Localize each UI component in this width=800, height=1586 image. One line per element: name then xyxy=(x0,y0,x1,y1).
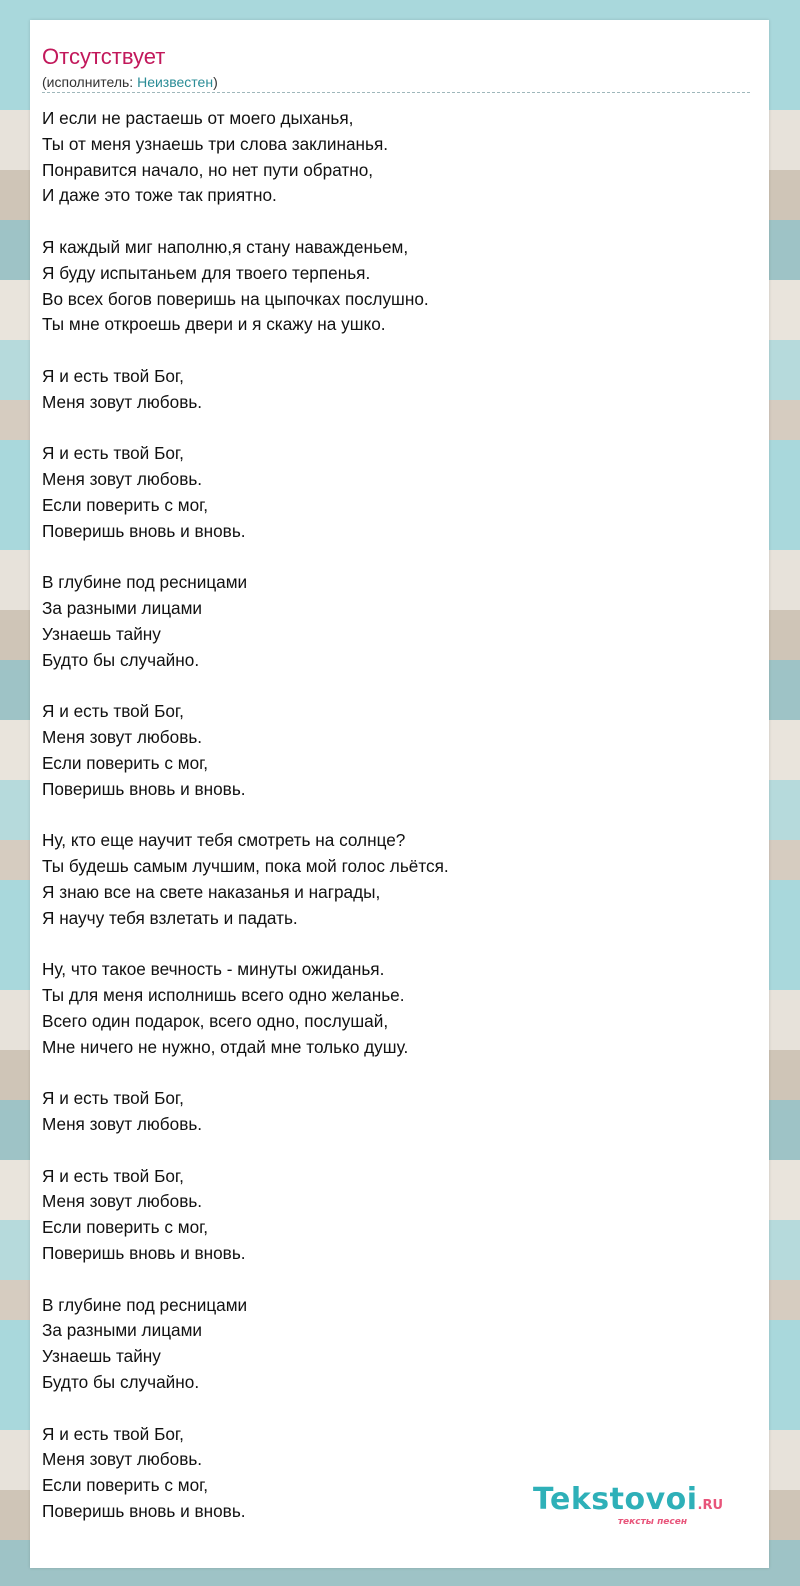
lyrics-line: Если поверить с мог, xyxy=(42,1217,209,1238)
lyrics-stanza xyxy=(42,957,742,1060)
lyrics-line: Ты мне откроешь двери и я скажу на ушко. xyxy=(42,314,386,335)
lyrics-line: Меня зовут любовь. xyxy=(42,1191,203,1212)
lyrics-stanza xyxy=(42,1086,742,1138)
lyrics-line: Если поверить с мог, xyxy=(42,752,209,773)
lyrics-line: Узнаешь тайну xyxy=(42,623,161,644)
lyrics-line: Меня зовут любовь. xyxy=(42,391,203,412)
song-title: Отсутствует xyxy=(42,44,166,69)
lyrics-line: Меня зовут любовь. xyxy=(42,1449,203,1470)
lyrics-line: Я знаю все на свете наказанья и награды, xyxy=(42,881,381,902)
lyrics-card xyxy=(30,20,769,1568)
title-divider xyxy=(42,92,750,93)
lyrics-line: Будто бы случайно. xyxy=(42,649,200,670)
logo-name: Tekstovoi xyxy=(533,1482,698,1517)
lyrics-stanza xyxy=(42,1164,742,1267)
lyrics-line: И если не растаешь от моего дыханья, xyxy=(42,108,354,128)
lyrics-line: Ты для меня исполнишь всего одно желанье. xyxy=(42,985,405,1006)
site-logo[interactable] xyxy=(533,1482,724,1527)
lyrics-line: И даже это тоже так приятно. xyxy=(42,185,277,206)
lyrics-line: Ты будешь самым лучшим, пока мой голос льётся. xyxy=(42,856,449,877)
lyrics-line: Поверишь вновь и вновь. xyxy=(42,520,246,541)
lyrics-line: Если поверить с мог, xyxy=(42,1475,209,1496)
lyrics-stanza xyxy=(42,699,742,802)
artist-suffix: ) xyxy=(213,74,218,90)
lyrics-line: Я и есть твой Бог, xyxy=(42,1423,184,1444)
lyrics-line: Если поверить с мог, xyxy=(42,494,209,515)
lyrics-line: За разными лицами xyxy=(42,598,203,619)
artist-prefix: (исполнитель: xyxy=(42,74,138,90)
lyrics-stanza xyxy=(42,441,742,544)
lyrics-line: Будто бы случайно. xyxy=(42,1372,200,1393)
lyrics-line: Поверишь вновь и вновь. xyxy=(42,1243,246,1264)
lyrics-line: Я буду испытаньем для твоего терпенья. xyxy=(42,262,371,283)
logo-tld: .RU xyxy=(697,1498,724,1513)
lyrics-line: Ну, кто еще научит тебя смотреть на солнце? xyxy=(42,830,406,851)
lyrics-line: Всего один подарок, всего одно, послушай, xyxy=(42,1010,389,1031)
lyrics-stanza xyxy=(42,364,742,416)
lyrics-line: За разными лицами xyxy=(42,1320,203,1341)
lyrics-line: Ты от меня узнаешь три слова заклинанья. xyxy=(42,133,389,154)
lyrics-line: Я и есть твой Бог, xyxy=(42,1088,184,1109)
lyrics-stanza xyxy=(42,1293,742,1396)
lyrics-line: Я и есть твой Бог, xyxy=(42,443,184,464)
lyrics-line: Я и есть твой Бог, xyxy=(42,1165,184,1186)
artist-line xyxy=(42,73,218,91)
lyrics-line: Я и есть твой Бог, xyxy=(42,701,184,722)
lyrics-line: Поверишь вновь и вновь. xyxy=(42,1501,246,1522)
lyrics-line: Ну, что такое вечность - минуты ожиданья. xyxy=(42,959,385,980)
lyrics-stanza xyxy=(42,106,742,209)
lyrics-line: Меня зовут любовь. xyxy=(42,727,203,748)
lyrics-text xyxy=(42,106,742,1551)
lyrics-line: Я каждый миг наполню,я стану наважденьем, xyxy=(42,236,409,257)
lyrics-line: Меня зовут любовь. xyxy=(42,469,203,490)
lyrics-line: Мне ничего не нужно, отдай мне только душу. xyxy=(42,1036,409,1057)
lyrics-stanza xyxy=(42,828,742,931)
lyrics-stanza xyxy=(42,235,742,338)
lyrics-line: В глубине под ресницами xyxy=(42,572,248,593)
lyrics-line: Узнаешь тайну xyxy=(42,1346,161,1367)
lyrics-line: Я и есть твой Бог, xyxy=(42,365,184,386)
artist-link[interactable]: Неизвестен xyxy=(137,74,214,90)
lyrics-line: В глубине под ресницами xyxy=(42,1294,248,1315)
logo-tagline: тексты песен xyxy=(617,1517,688,1527)
lyrics-stanza xyxy=(42,570,742,673)
lyrics-line: Во всех богов поверишь на цыпочках послушно. xyxy=(42,288,429,309)
lyrics-line: Понравится начало, но нет пути обратно, xyxy=(42,159,374,180)
lyrics-line: Поверишь вновь и вновь. xyxy=(42,778,246,799)
lyrics-line: Я научу тебя взлетать и падать. xyxy=(42,907,298,928)
lyrics-line: Меня зовут любовь. xyxy=(42,1114,203,1135)
